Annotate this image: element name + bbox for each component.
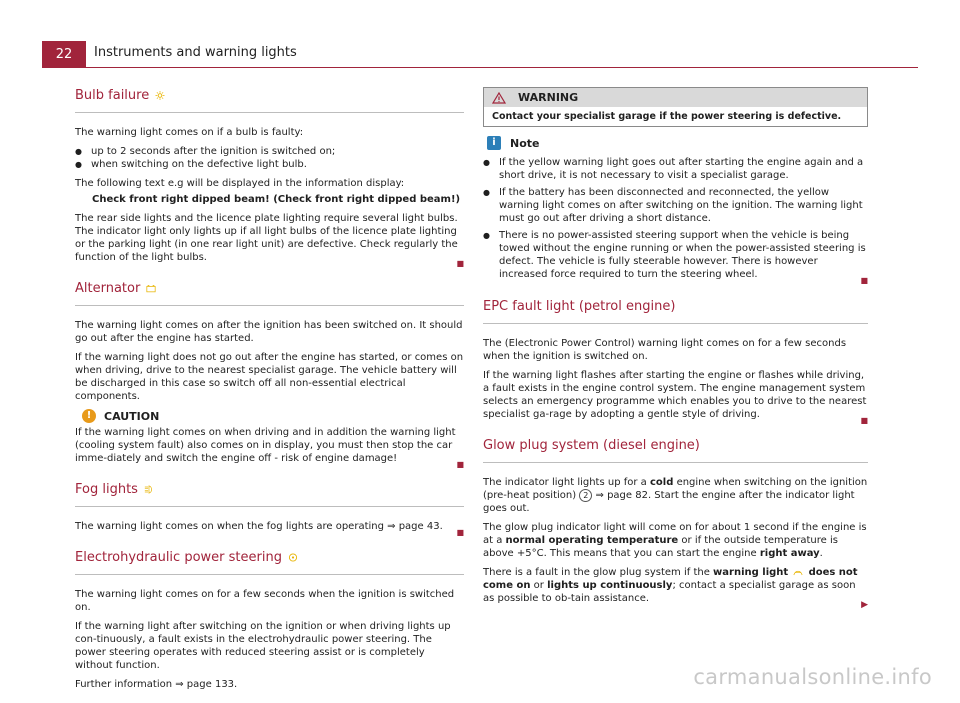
steering-p2: If the warning light after switching on the ignition or when driving lights up con-tinuously, a fault exists in the electrohydraulic power steering. The power steering operates with reduced steering assist or is completely without function. (75, 621, 451, 671)
section-title: Bulb failure (75, 87, 464, 113)
section-title: Glow plug system (diesel engine) (483, 437, 868, 463)
section-title: Fog lights (75, 481, 464, 507)
info-icon: i (487, 136, 501, 150)
epc-p1: The (Electronic Power Control) warning light comes on for a few seconds when the ignition is switched on. (483, 338, 847, 362)
bulb-bullet-list (75, 145, 464, 171)
glow-p3: There is a fault in the glow plug system if the warning light does not come on or lights up continuously; contact a specialist garage as soon as possible to ob-tain assistance. (483, 567, 858, 604)
steering-wheel-icon (288, 553, 298, 562)
bulb-intro: The warning light comes on if a bulb is faulty: (75, 127, 304, 138)
left-column (75, 87, 464, 702)
page-header-title: Instruments and warning lights (94, 45, 297, 60)
section-epc (483, 298, 868, 426)
note-bullet-list (483, 156, 868, 281)
list-item: ● when switching on the defective light bulb. (75, 158, 464, 171)
epc-p2: If the warning light flashes after starting the engine or flashes while driving, a fault exists in the engine control system. The engine management system selects an emergency programme which enables you to drive to the nearest specialist ga-rage by adopting a gentle style of driving. (483, 370, 867, 420)
display-intro: The following text e.g will be displayed in the information display: (75, 178, 405, 189)
warning-box (483, 87, 868, 127)
section-fog-lights (75, 481, 464, 538)
alternator-p1: The warning light comes on after the ignition has been switched on. It should go out after the engine has started. (75, 320, 463, 344)
section-end-mark: ■ (456, 528, 464, 537)
steering-p1: The warning light comes on for a few seconds when the ignition is switched on. (75, 589, 455, 613)
warning-triangle-icon (492, 92, 506, 104)
list-item: ● There is no power-assisted steering support when the vehicle is being towed without the engine running or when the power-assisted steering is defect. The vehicle is fully steerable however. There is however increased force required to turn the steering wheel. (483, 229, 868, 281)
header-divider (86, 67, 918, 68)
section-title: EPC fault light (petrol engine) (483, 298, 868, 324)
section-bulb-failure (75, 87, 464, 269)
fog-p1: The warning light comes on when the fog lights are operating ⇒ page 43. (75, 521, 443, 532)
warning-text: Contact your specialist garage if the power steering is defective. (492, 111, 842, 122)
glow-p2: The glow plug indicator light will come on for about 1 second if the engine is at a normal operating temperature or if the outside temperature is above +5°C. This means that you can start the engine right away. (483, 522, 867, 559)
section-title: Electrohydraulic power steering (75, 549, 464, 575)
step-number-badge: 2 (579, 489, 592, 502)
battery-icon (146, 284, 156, 293)
continue-arrow-icon: ▶ (861, 600, 868, 610)
right-column (483, 87, 868, 621)
section-end-mark: ■ (456, 460, 464, 469)
page-number: 22 (42, 41, 86, 68)
alternator-p2: If the warning light does not go out after the engine has started, or comes on when driving, drive to the nearest specialist garage. The vehicle battery will be discharged in this case so switch off all non-essential electrical components. (75, 352, 464, 402)
section-alternator (75, 280, 464, 470)
watermark: carmanualsonline.info (693, 665, 932, 689)
glow-p1: The indicator light lights up for a cold engine when switching on the ignition (pre-heat position) 2 ⇒ page 82. Start the engine after the indicator light goes out. (483, 477, 868, 514)
caution-text: If the warning light comes on when driving and in addition the warning light (cooling system fault) also comes on in display, you must then stop the car imme-diately and switch the engine off - risk of engine damage! (75, 427, 456, 464)
section-power-steering (75, 549, 464, 691)
caution-heading: ! CAUTION (75, 409, 464, 423)
section-end-mark: ■ (860, 416, 868, 425)
glow-plug-icon (793, 568, 803, 577)
section-end-mark: ■ (456, 259, 464, 268)
bulb-paragraph: The rear side lights and the licence plate lighting require several light bulbs. The indicator light only lights up if all light bulbs of the licence plate lighting or the parking light (in one rear light unit) are defective. Check regularly the function of the light bulbs. (75, 213, 458, 263)
note-heading: i Note (483, 136, 868, 150)
steering-p3: Further information ⇒ page 133. (75, 679, 238, 690)
caution-icon: ! (82, 409, 96, 423)
display-message: Check front right dipped beam! (Check front right dipped beam!) (92, 194, 461, 205)
section-end-mark: ■ (860, 276, 868, 285)
list-item: ● If the battery has been disconnected and reconnected, the yellow warning light comes on after switching on the ignition. The warning light must go out after driving a short distance. (483, 186, 868, 225)
list-item: ● up to 2 seconds after the ignition is switched on; (75, 145, 464, 158)
section-title: Alternator (75, 280, 464, 306)
warning-heading: WARNING (484, 88, 867, 107)
section-glow-plug (483, 437, 868, 610)
bulb-warning-icon (155, 91, 165, 100)
list-item: ● If the yellow warning light goes out after starting the engine again and a short drive, it is not necessary to visit a specialist garage. (483, 156, 868, 182)
fog-light-icon (144, 485, 154, 494)
